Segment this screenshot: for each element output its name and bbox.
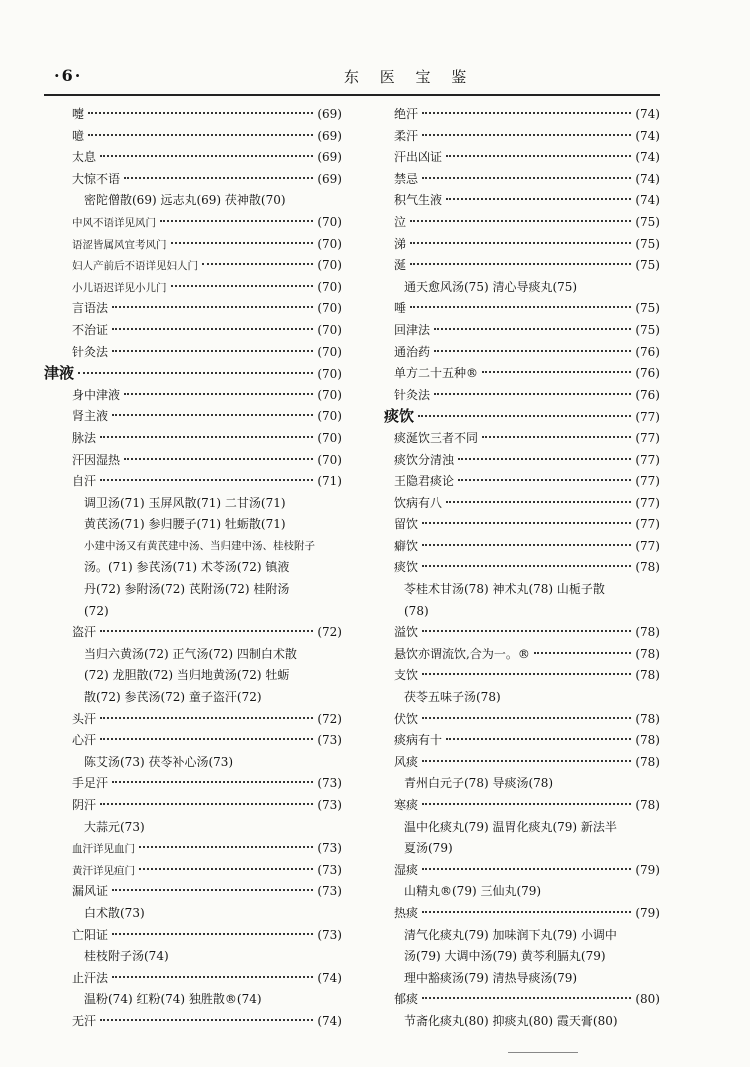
dot-leader bbox=[434, 392, 631, 395]
toc-entry-title: 手足汗 bbox=[72, 776, 109, 791]
toc-entry bbox=[44, 795, 342, 817]
toc-entry bbox=[44, 730, 342, 752]
dot-leader bbox=[482, 435, 631, 438]
toc-prescription-line: 清气化痰丸(79) 加味润下丸(79) 小调中 bbox=[404, 927, 617, 942]
toc-entry-page: (77) bbox=[635, 495, 660, 510]
toc-entry-page: (76) bbox=[635, 387, 660, 402]
toc-entry-page: (73) bbox=[317, 776, 342, 791]
toc-entry-page: (71) bbox=[317, 474, 342, 489]
toc-entry bbox=[384, 644, 660, 666]
toc-entry-title: 王隐君痰论 bbox=[394, 474, 455, 489]
dot-leader bbox=[410, 305, 631, 308]
toc-entry bbox=[384, 514, 660, 536]
toc-entry bbox=[44, 406, 342, 428]
toc-entry bbox=[44, 169, 342, 191]
toc-section-heading bbox=[384, 406, 660, 428]
toc-entry-title: 血汗详见血门 bbox=[72, 843, 135, 856]
header-rule bbox=[44, 94, 660, 96]
toc-entry bbox=[384, 557, 660, 579]
toc-entry-page: (74) bbox=[635, 150, 660, 165]
dot-leader bbox=[112, 305, 313, 308]
toc-prescription-line: 陈艾汤(73) 茯苓补心汤(73) bbox=[84, 754, 234, 769]
toc-entry bbox=[384, 212, 660, 234]
toc-entry-title: 积气生液 bbox=[394, 193, 443, 208]
dot-leader bbox=[100, 435, 313, 438]
toc-entry-page: (77) bbox=[635, 474, 660, 489]
toc-entry bbox=[44, 277, 342, 299]
toc-entry bbox=[384, 860, 660, 882]
dot-leader bbox=[422, 867, 631, 870]
dot-leader bbox=[422, 802, 631, 805]
toc-entry-page: (70) bbox=[317, 279, 342, 294]
toc-entry-title: 痰涎饮三者不同 bbox=[394, 430, 479, 445]
toc-entry bbox=[44, 428, 342, 450]
toc-entry-page: (70) bbox=[317, 214, 342, 229]
toc-prescription-line: 丹(72) 参附汤(72) 芪附汤(72) 桂附汤 bbox=[84, 582, 290, 597]
toc-entry-page: (73) bbox=[317, 862, 342, 877]
toc-entry bbox=[384, 450, 660, 472]
toc-entry bbox=[44, 385, 342, 407]
toc-entry-page: (77) bbox=[635, 430, 660, 445]
dot-leader bbox=[88, 133, 313, 136]
toc-entry-title: 自汗 bbox=[72, 474, 97, 489]
toc-entry bbox=[384, 190, 660, 212]
dot-leader bbox=[88, 111, 313, 114]
toc-entry-title: 肾主液 bbox=[72, 409, 109, 424]
toc-entry bbox=[384, 147, 660, 169]
toc-prescription-line: 山精丸®(79) 三仙丸(79) bbox=[404, 884, 542, 899]
toc-prescription-line: 青州白元子(78) 导痰汤(78) bbox=[404, 776, 554, 791]
dot-leader bbox=[112, 780, 313, 783]
dot-leader bbox=[410, 241, 631, 244]
toc-entry-page: (75) bbox=[635, 301, 660, 316]
dot-leader bbox=[160, 219, 313, 222]
toc-entry-page: (75) bbox=[635, 322, 660, 337]
toc-entry bbox=[384, 622, 660, 644]
dot-leader bbox=[410, 219, 631, 222]
toc-left-column bbox=[44, 104, 342, 1033]
toc-entry-page: (70) bbox=[317, 409, 342, 424]
dot-leader bbox=[458, 457, 631, 460]
toc-entry-page: (75) bbox=[635, 236, 660, 251]
dot-leader bbox=[422, 111, 631, 114]
dot-leader bbox=[422, 759, 631, 762]
dot-leader bbox=[100, 737, 313, 740]
toc-prescription-line: 节斋化痰丸(80) 抑痰丸(80) 霞天膏(80) bbox=[404, 1013, 618, 1028]
toc-entry-title: 湿痰 bbox=[394, 862, 419, 877]
toc-entry-page: (78) bbox=[635, 560, 660, 575]
toc-entry bbox=[44, 104, 342, 126]
dot-leader bbox=[100, 478, 313, 481]
toc-entry-title: 支饮 bbox=[394, 668, 419, 683]
page-number: ·6· bbox=[54, 66, 83, 85]
toc-entry-title: 语涩皆属风宜考风门 bbox=[72, 238, 167, 251]
toc-entry-title: 汗出凶证 bbox=[394, 150, 443, 165]
dot-leader bbox=[112, 932, 313, 935]
toc-entry-title: 头汗 bbox=[72, 711, 97, 726]
toc-entry-title: 针灸法 bbox=[394, 387, 431, 402]
toc-entry bbox=[44, 968, 342, 990]
toc-entry-page: (73) bbox=[317, 927, 342, 942]
toc-entry bbox=[44, 450, 342, 472]
toc-entry-title: 饮病有八 bbox=[394, 495, 443, 510]
toc-entry-page: (72) bbox=[317, 625, 342, 640]
toc-entry bbox=[44, 773, 342, 795]
toc-entry bbox=[384, 795, 660, 817]
toc-entry-title: 痰病有十 bbox=[394, 733, 443, 748]
dot-leader bbox=[100, 154, 313, 157]
toc-entry-title: 唾 bbox=[394, 301, 407, 316]
toc-entry bbox=[384, 428, 660, 450]
toc-entry-page: (70) bbox=[317, 430, 342, 445]
toc-entry-page: (70) bbox=[317, 258, 342, 273]
toc-entry-page: (77) bbox=[635, 452, 660, 467]
toc-section-heading bbox=[44, 363, 342, 385]
toc-prescription-line: (78) bbox=[404, 603, 429, 618]
toc-entry bbox=[384, 493, 660, 515]
toc-entry-page: (74) bbox=[635, 107, 660, 121]
toc-prescription-line: (72) bbox=[84, 603, 109, 618]
dot-leader bbox=[78, 371, 313, 374]
dot-leader bbox=[458, 478, 631, 481]
dot-leader bbox=[100, 802, 313, 805]
toc-entry-title: 嚏 bbox=[72, 107, 85, 121]
toc-entry-title: 泣 bbox=[394, 214, 407, 229]
toc-entry-page: (70) bbox=[317, 236, 342, 251]
toc-entry-title: 留饮 bbox=[394, 517, 419, 532]
dot-leader bbox=[422, 564, 631, 567]
toc-entry-title: 涎 bbox=[394, 258, 407, 273]
toc-entry-title: 回津法 bbox=[394, 322, 431, 337]
toc-prescription-line: 温中化痰丸(79) 温胃化痰丸(79) 新法半 bbox=[404, 819, 617, 834]
toc-prescription-line: 通天愈风汤(75) 清心导痰丸(75) bbox=[404, 279, 578, 294]
toc-entry-title: 津液 bbox=[44, 364, 75, 383]
toc-entry-page: (70) bbox=[317, 367, 342, 382]
toc-prescription-line: 密陀僧散(69) 远志丸(69) 茯神散(70) bbox=[84, 193, 286, 208]
dot-leader bbox=[422, 716, 631, 719]
toc-prescription-line: 大蒜元(73) bbox=[84, 819, 145, 834]
toc-entry bbox=[44, 925, 342, 947]
toc-entry bbox=[384, 255, 660, 277]
toc-entry-page: (76) bbox=[635, 344, 660, 359]
toc-entry-title: 癖饮 bbox=[394, 538, 419, 553]
toc-entry-title: 黄汗详见疸门 bbox=[72, 864, 135, 877]
dot-leader bbox=[171, 284, 314, 287]
toc-entry-title: 单方二十五种® bbox=[394, 366, 479, 381]
dot-leader bbox=[446, 197, 631, 200]
toc-entry-page: (74) bbox=[317, 1013, 342, 1028]
toc-entry bbox=[384, 989, 660, 1011]
toc-entry-page: (75) bbox=[635, 258, 660, 273]
toc-entry-page: (78) bbox=[635, 733, 660, 748]
toc-prescription-line: (72) 龙胆散(72) 当归地黄汤(72) 牡蛎 bbox=[84, 668, 290, 683]
toc-entry bbox=[44, 126, 342, 148]
toc-entry-title: 太息 bbox=[72, 150, 97, 165]
dot-leader bbox=[422, 543, 631, 546]
toc-entry bbox=[44, 320, 342, 342]
toc-entry bbox=[44, 860, 342, 882]
dot-leader bbox=[112, 975, 313, 978]
toc-entry-title: 寒痰 bbox=[394, 798, 419, 812]
dot-leader bbox=[112, 888, 313, 891]
toc-entry bbox=[384, 320, 660, 342]
toc-entry-page: (73) bbox=[317, 884, 342, 899]
toc-entry-page: (78) bbox=[635, 646, 660, 661]
toc-entry bbox=[44, 255, 342, 277]
toc-entry-title: 漏风证 bbox=[72, 884, 109, 899]
toc-entry-page: (77) bbox=[635, 410, 660, 425]
dot-leader bbox=[534, 651, 632, 654]
toc-entry-title: 言语法 bbox=[72, 301, 109, 316]
toc-entry-page: (78) bbox=[635, 625, 660, 640]
toc-entry bbox=[384, 730, 660, 752]
toc-entry-title: 禁忌 bbox=[394, 171, 419, 186]
toc-entry-page: (70) bbox=[317, 322, 342, 337]
dot-leader bbox=[112, 327, 313, 330]
toc-entry-page: (72) bbox=[317, 711, 342, 726]
toc-entry-page: (78) bbox=[635, 711, 660, 726]
toc-entry-page: (69) bbox=[317, 150, 342, 165]
toc-entry-title: 噫 bbox=[72, 128, 85, 143]
toc-entry-page: (74) bbox=[635, 193, 660, 208]
toc-entry bbox=[384, 363, 660, 385]
dot-leader bbox=[139, 845, 313, 848]
toc-entry-title: 妇人产前后不语详见妇人门 bbox=[72, 260, 198, 273]
toc-entry bbox=[384, 234, 660, 256]
toc-prescription-line: 黄芪汤(71) 参归腰子(71) 牡蛎散(71) bbox=[84, 517, 286, 532]
toc-entry-page: (76) bbox=[635, 366, 660, 381]
dot-leader bbox=[124, 392, 313, 395]
toc-entry-page: (77) bbox=[635, 517, 660, 532]
toc-entry bbox=[384, 709, 660, 731]
toc-entry bbox=[44, 838, 342, 860]
toc-entry-page: (74) bbox=[635, 171, 660, 186]
toc-prescription-line: 夏汤(79) bbox=[404, 841, 453, 856]
dot-leader bbox=[446, 737, 631, 740]
toc-prescription-line: 苓桂术甘汤(78) 神术丸(78) 山栀子散 bbox=[404, 582, 605, 597]
toc-entry bbox=[44, 709, 342, 731]
toc-prescription-line: 温粉(74) 红粉(74) 独胜散®(74) bbox=[84, 992, 262, 1007]
toc-entry-page: (78) bbox=[635, 754, 660, 769]
toc-entry-title: 脉法 bbox=[72, 430, 97, 445]
dot-leader bbox=[422, 521, 631, 524]
toc-entry bbox=[384, 471, 660, 493]
dot-leader bbox=[112, 349, 313, 352]
dot-leader bbox=[482, 370, 631, 373]
dot-leader bbox=[422, 176, 631, 179]
toc-entry-title: 痰饮 bbox=[394, 560, 419, 575]
toc-entry bbox=[44, 622, 342, 644]
toc-entry-title: 热痰 bbox=[394, 905, 419, 920]
toc-entry-title: 风痰 bbox=[394, 754, 419, 769]
toc-entry-page: (80) bbox=[635, 992, 660, 1007]
toc-entry bbox=[44, 1011, 342, 1033]
toc-entry-title: 绝汗 bbox=[394, 107, 419, 121]
toc-entry-title: 亡阳证 bbox=[72, 927, 109, 942]
dot-leader bbox=[124, 457, 313, 460]
toc-entry-title: 心汗 bbox=[72, 733, 97, 748]
toc-entry-title: 无汗 bbox=[72, 1013, 97, 1028]
toc-entry-page: (70) bbox=[317, 344, 342, 359]
toc-entry-page: (70) bbox=[317, 387, 342, 402]
dot-leader bbox=[422, 133, 631, 136]
toc-entry bbox=[384, 665, 660, 687]
dot-leader bbox=[446, 500, 631, 503]
toc-entry-title: 小儿语迟详见小儿门 bbox=[72, 281, 167, 294]
toc-prescription-line: 小建中汤又有黄芪建中汤、当归建中汤、桂枝附子 bbox=[84, 539, 315, 552]
toc-entry bbox=[384, 104, 660, 126]
dot-leader bbox=[100, 1018, 313, 1021]
toc-entry-title: 通治药 bbox=[394, 344, 431, 359]
toc-entry-title: 阴汗 bbox=[72, 798, 97, 812]
toc-entry-page: (77) bbox=[635, 538, 660, 553]
footer-mark bbox=[508, 1052, 578, 1053]
toc-entry bbox=[44, 147, 342, 169]
toc-entry bbox=[44, 298, 342, 320]
toc-entry-page: (75) bbox=[635, 214, 660, 229]
toc-entry bbox=[384, 298, 660, 320]
toc-entry bbox=[384, 903, 660, 925]
dot-leader bbox=[171, 241, 314, 244]
toc-entry-page: (70) bbox=[317, 452, 342, 467]
book-title: 东 医 宝 鉴 bbox=[344, 68, 475, 86]
toc-prescription-line: 调卫汤(71) 玉屏风散(71) 二甘汤(71) bbox=[84, 495, 286, 510]
toc-entry bbox=[44, 234, 342, 256]
toc-entry bbox=[44, 342, 342, 364]
dot-leader bbox=[422, 910, 631, 913]
toc-entry-page: (74) bbox=[317, 970, 342, 985]
toc-entry-title: 柔汗 bbox=[394, 128, 419, 143]
dot-leader bbox=[410, 262, 631, 265]
toc-entry-page: (69) bbox=[317, 171, 342, 186]
toc-entry-page: (74) bbox=[635, 128, 660, 143]
toc-prescription-line: 茯苓五味子汤(78) bbox=[404, 690, 501, 705]
dot-leader bbox=[124, 176, 313, 179]
dot-leader bbox=[100, 716, 313, 719]
toc-entry-title: 汗因湿热 bbox=[72, 452, 121, 467]
toc-entry-title: 身中津液 bbox=[72, 387, 121, 402]
dot-leader bbox=[446, 154, 631, 157]
toc-prescription-line: 桂枝附子汤(74) bbox=[84, 949, 169, 964]
dot-leader bbox=[434, 327, 631, 330]
toc-entry-title: 溢饮 bbox=[394, 625, 419, 640]
toc-entry-page: (78) bbox=[635, 798, 660, 812]
toc-entry bbox=[384, 752, 660, 774]
toc-entry bbox=[44, 212, 342, 234]
toc-entry-title: 大惊不语 bbox=[72, 171, 121, 186]
toc-entry-page: (70) bbox=[317, 301, 342, 316]
toc-entry-title: 针灸法 bbox=[72, 344, 109, 359]
toc-entry bbox=[384, 169, 660, 191]
toc-entry-page: (73) bbox=[317, 733, 342, 748]
toc-entry bbox=[384, 536, 660, 558]
dot-leader bbox=[422, 996, 631, 999]
toc-entry-title: 盗汗 bbox=[72, 625, 97, 640]
toc-entry-title: 痰饮 bbox=[384, 407, 415, 426]
toc-entry bbox=[384, 385, 660, 407]
page-header bbox=[44, 64, 664, 90]
toc-entry-page: (79) bbox=[635, 862, 660, 877]
toc-entry-title: 悬饮亦谓流饮,合为一。® bbox=[394, 646, 530, 661]
toc-prescription-line: 汤。(71) 参芪汤(71) 术苓汤(72) 镇液 bbox=[84, 560, 290, 575]
toc-right-column bbox=[384, 104, 660, 1033]
toc-entry-page: (73) bbox=[317, 841, 342, 856]
toc-entry-title: 伏饮 bbox=[394, 711, 419, 726]
dot-leader bbox=[139, 867, 313, 870]
toc-entry-title: 止汗法 bbox=[72, 970, 109, 985]
toc-entry-title: 不治证 bbox=[72, 322, 109, 337]
dot-leader bbox=[112, 413, 313, 416]
toc-entry-page: (69) bbox=[317, 107, 342, 121]
toc-entry bbox=[384, 342, 660, 364]
toc-entry bbox=[384, 126, 660, 148]
toc-prescription-line: 散(72) 参芪汤(72) 童子盗汗(72) bbox=[84, 690, 262, 705]
dot-leader bbox=[422, 629, 631, 632]
toc-prescription-line: 当归六黄汤(72) 正气汤(72) 四制白术散 bbox=[84, 646, 297, 661]
toc-prescription-line: 白术散(73) bbox=[84, 905, 145, 920]
toc-entry-title: 涕 bbox=[394, 236, 407, 251]
toc-entry-page: (78) bbox=[635, 668, 660, 683]
toc-prescription-line: 汤(79) 大调中汤(79) 黄芩利膈丸(79) bbox=[404, 949, 606, 964]
toc-entry-title: 郁痰 bbox=[394, 992, 419, 1007]
dot-leader bbox=[422, 672, 631, 675]
toc-entry bbox=[44, 471, 342, 493]
toc-entry-title: 痰饮分清浊 bbox=[394, 452, 455, 467]
toc-entry bbox=[44, 881, 342, 903]
toc-entry-page: (69) bbox=[317, 128, 342, 143]
dot-leader bbox=[100, 629, 313, 632]
toc-prescription-line: 理中豁痰汤(79) 清热导痰汤(79) bbox=[404, 970, 578, 985]
dot-leader bbox=[202, 262, 313, 265]
dot-leader bbox=[418, 414, 631, 417]
dot-leader bbox=[434, 349, 631, 352]
toc-entry-title: 中风不语详见风门 bbox=[72, 216, 156, 229]
toc-entry-page: (79) bbox=[635, 905, 660, 920]
toc-entry-page: (73) bbox=[317, 798, 342, 812]
